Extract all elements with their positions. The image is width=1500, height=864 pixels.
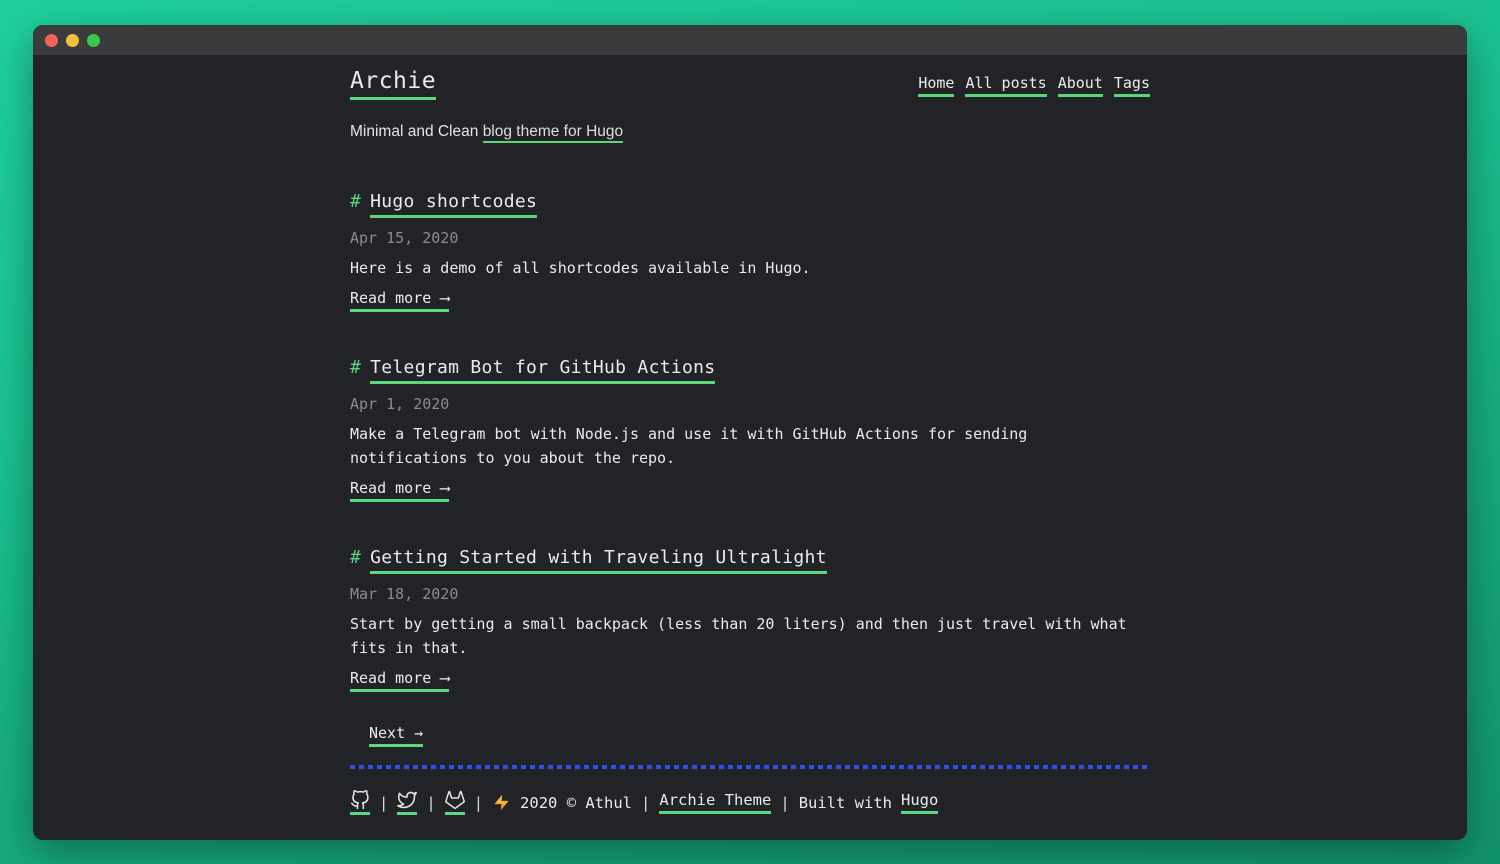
page-content: [350, 55, 1150, 815]
hash-icon: #: [350, 357, 362, 378]
dotted-divider: [350, 765, 1150, 769]
pagination: [350, 723, 1150, 742]
post-title: [350, 191, 1150, 212]
window-titlebar[interactable]: [33, 25, 1467, 55]
archie-theme-link[interactable]: Archie Theme: [659, 791, 771, 814]
post-title-link[interactable]: Hugo shortcodes: [370, 191, 537, 218]
post-item: [350, 191, 1150, 312]
post-excerpt: Make a Telegram bot with Node.js and use it with GitHub Actions for sending notifications to you about the repo.: [350, 425, 1028, 467]
minimize-window-button[interactable]: [66, 34, 79, 47]
read-more-link[interactable]: Read more ⟶: [350, 289, 449, 312]
post-list: [350, 191, 1150, 692]
site-footer: [350, 790, 1150, 815]
footer-built-with-text: Built with: [798, 793, 893, 812]
site-title: [350, 68, 436, 94]
hash-icon: #: [350, 547, 362, 568]
hash-icon: #: [350, 191, 362, 212]
next-page-link[interactable]: Next →: [369, 724, 423, 747]
nav-link-tags[interactable]: Tags: [1114, 74, 1150, 97]
post-date: Mar 18, 2020: [350, 585, 459, 603]
post-title-link[interactable]: Telegram Bot for GitHub Actions: [370, 357, 715, 384]
github-icon[interactable]: [350, 790, 370, 815]
post-excerpt: Here is a demo of all shortcodes available in Hugo.: [350, 259, 811, 277]
footer-copyright: 2020 © Athul: [520, 793, 633, 812]
site-title-link[interactable]: Archie: [350, 68, 436, 100]
footer-separator: |: [379, 793, 389, 812]
browser-window: [33, 25, 1467, 840]
footer-separator: |: [641, 793, 651, 812]
post-title: [350, 357, 1150, 378]
site-description-text: Minimal and Clean: [350, 123, 479, 140]
footer-separator: |: [473, 793, 484, 812]
post-date: Apr 15, 2020: [350, 229, 459, 247]
site-description: [350, 123, 1150, 141]
twitter-icon[interactable]: [397, 790, 417, 815]
read-more-link[interactable]: Read more ⟶: [350, 669, 449, 692]
nav-link-home[interactable]: Home: [918, 74, 954, 97]
post-item: [350, 547, 1150, 692]
site-header: [350, 68, 1150, 97]
main-nav: [918, 74, 1150, 97]
post-excerpt: Start by getting a small backpack (less than 20 liters) and then just travel with what fits in that.: [350, 615, 1127, 657]
footer-separator: |: [426, 793, 436, 812]
close-window-button[interactable]: [45, 34, 58, 47]
zap-icon: [492, 793, 511, 812]
nav-link-about[interactable]: About: [1058, 74, 1103, 97]
zoom-window-button[interactable]: [87, 34, 100, 47]
post-title: [350, 547, 1150, 568]
hugo-link[interactable]: Hugo: [901, 791, 938, 814]
post-date: Apr 1, 2020: [350, 395, 450, 413]
post-title-link[interactable]: Getting Started with Traveling Ultralight: [370, 547, 827, 574]
footer-separator: |: [780, 793, 790, 812]
nav-link-all-posts[interactable]: All posts: [965, 74, 1046, 97]
gitlab-icon[interactable]: [445, 790, 465, 815]
read-more-link[interactable]: Read more ⟶: [350, 479, 449, 502]
site-description-hugo-link[interactable]: blog theme for Hugo: [483, 123, 623, 143]
post-item: [350, 357, 1150, 502]
